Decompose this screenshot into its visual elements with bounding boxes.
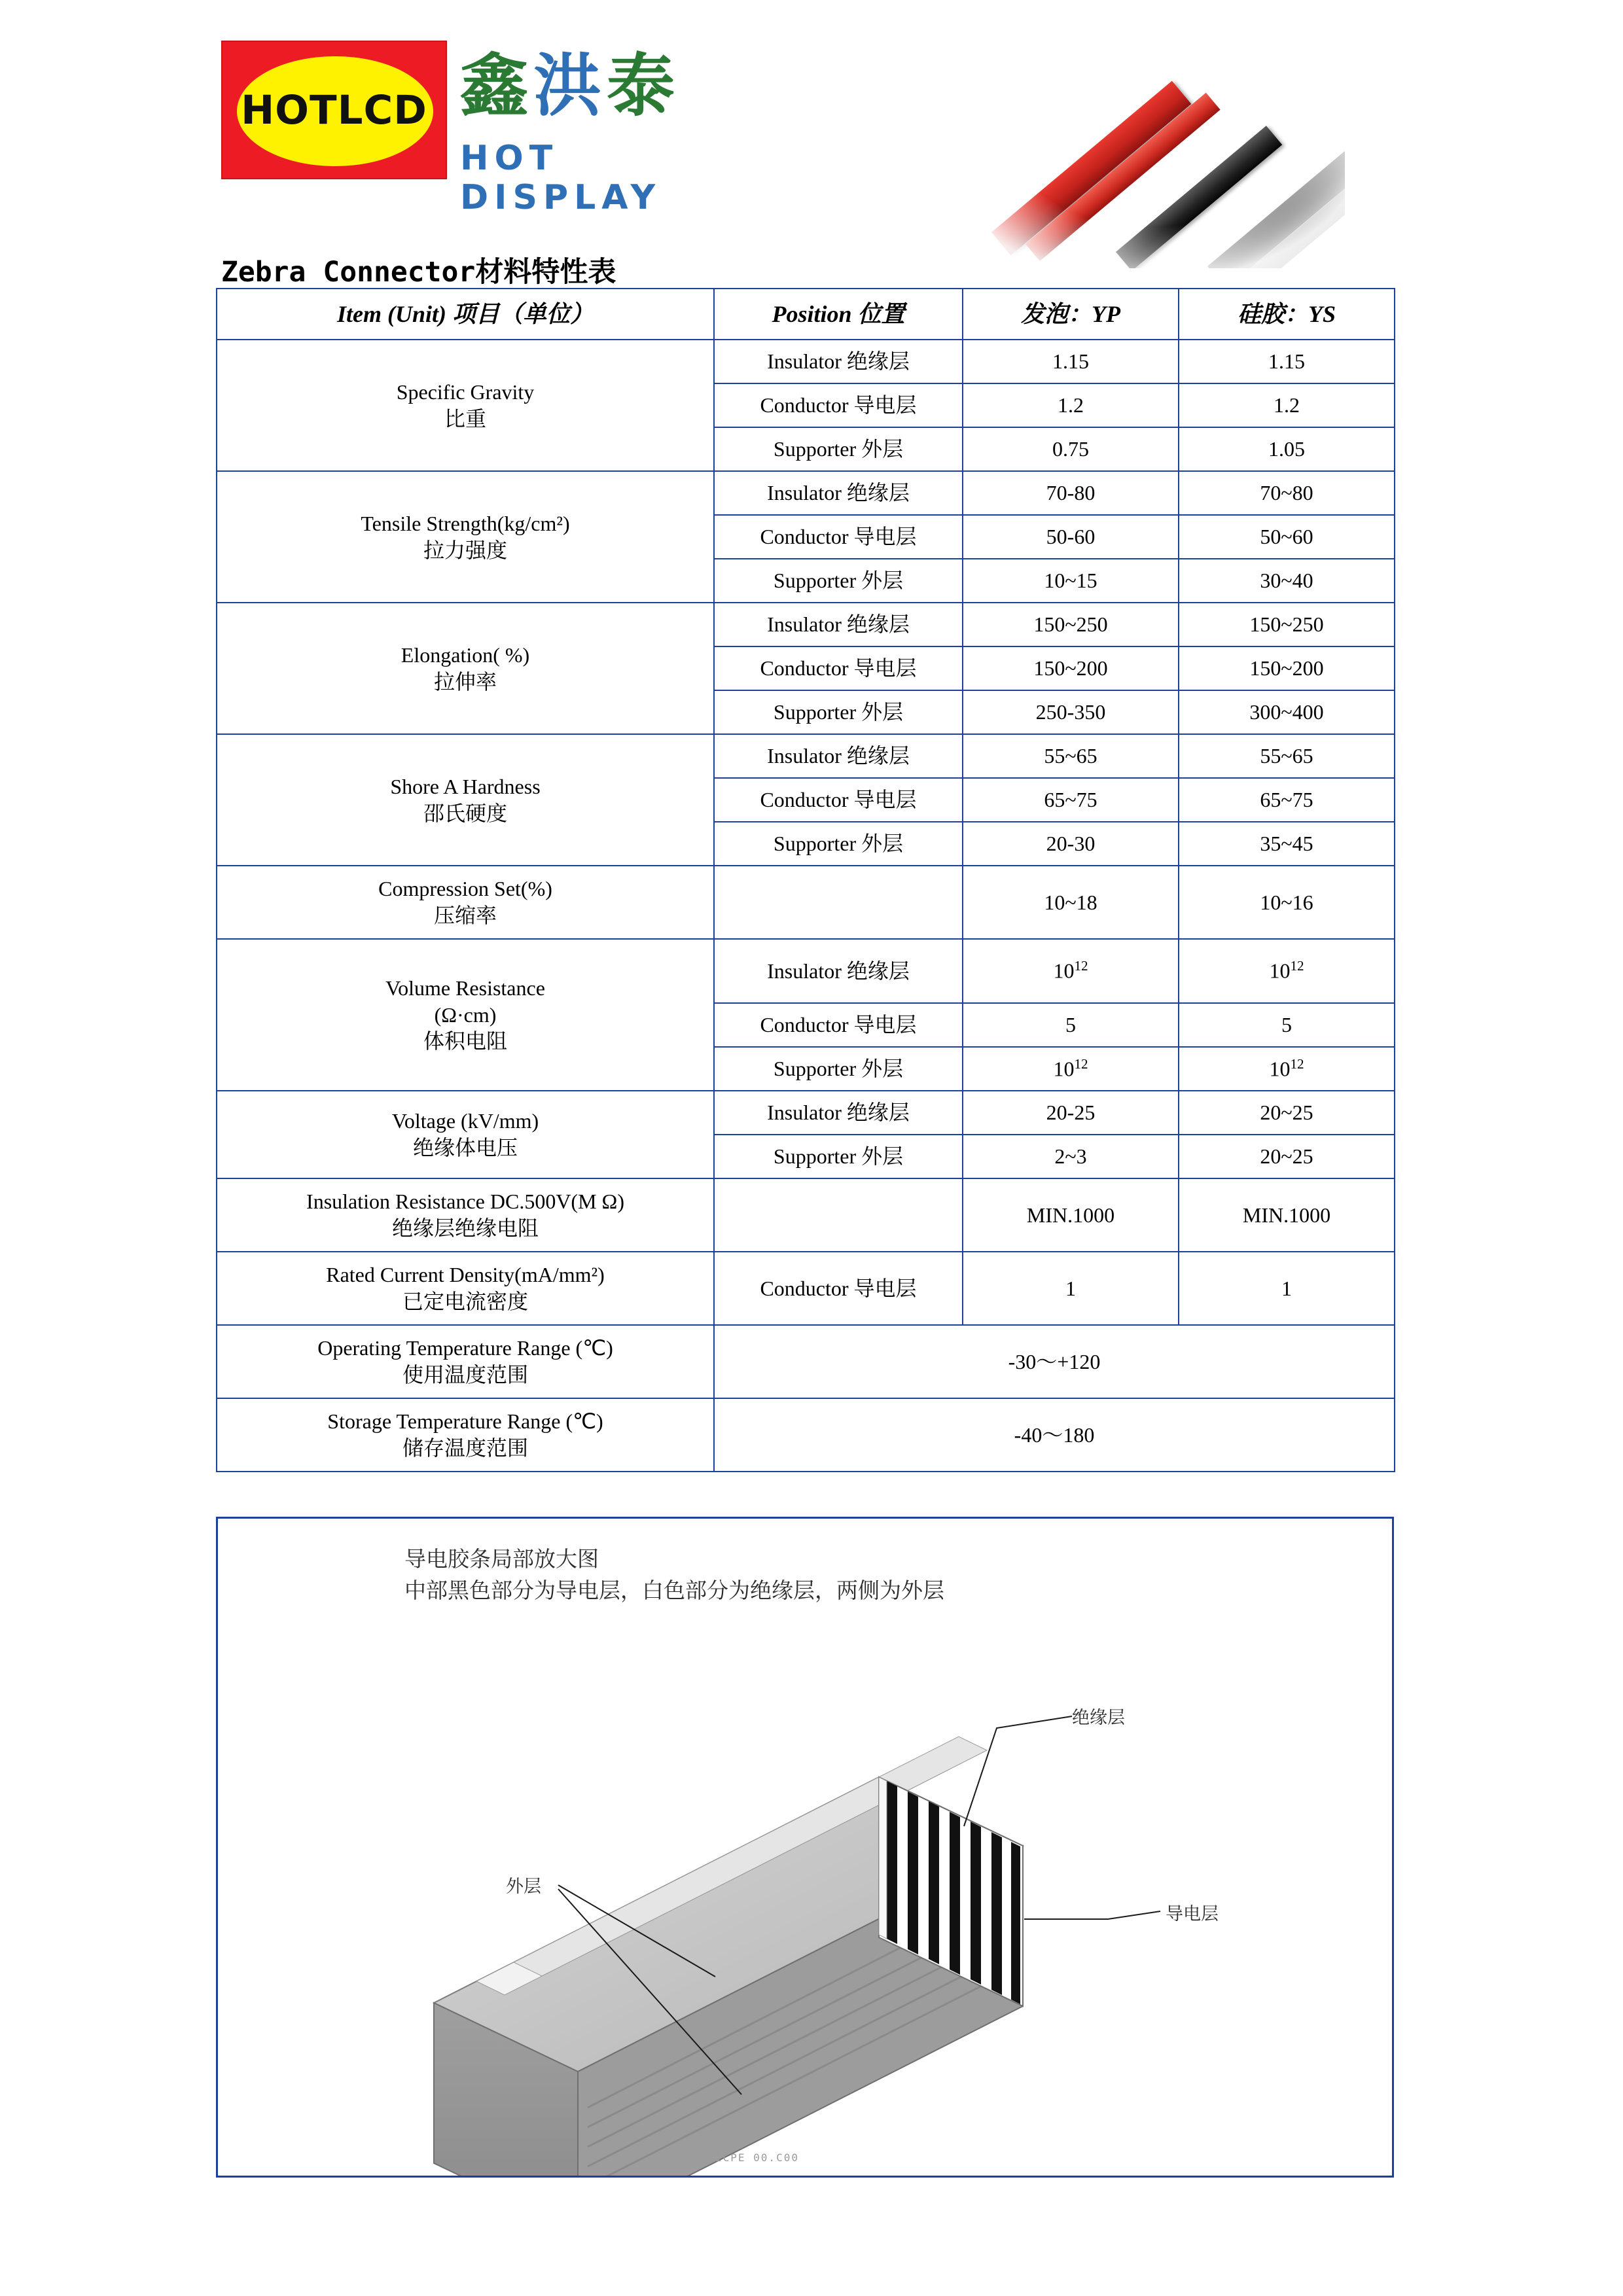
cell-ys: MIN.1000 — [1179, 1178, 1395, 1252]
cell-ys — [1179, 1047, 1395, 1091]
cell-yp: 2~3 — [963, 1135, 1179, 1178]
table-row — [217, 1091, 1395, 1135]
cell-yp: 20-25 — [963, 1091, 1179, 1135]
row-item-elongation: Elongation( %) 拉伸率 — [217, 603, 714, 734]
header-position: Position 位置 — [714, 289, 963, 340]
row-item-rated-current-density: Rated Current Density(mA/mm²) 已定电流密度 — [217, 1252, 714, 1325]
cell-ys: 150~250 — [1179, 603, 1395, 646]
row-item-tensile-strength: Tensile Strength(kg/cm²) 拉力强度 — [217, 471, 714, 603]
specification-table — [216, 288, 1395, 1472]
logo-cn-char-1: 鑫 — [460, 46, 534, 126]
cell-position: Conductor 导电层 — [714, 1252, 963, 1325]
cell-yp: 10~15 — [963, 559, 1179, 603]
cell-yp: 1.2 — [963, 383, 1179, 427]
cell-position: Supporter 外层 — [714, 822, 963, 866]
cell-ys: 150~200 — [1179, 646, 1395, 690]
end-face-insulator-edge — [879, 1777, 887, 1939]
cell-ys: 20~25 — [1179, 1091, 1395, 1135]
logo-english-name: HOT DISPLAY — [460, 139, 662, 217]
cell-ys: 1 — [1179, 1252, 1395, 1325]
table-head — [217, 289, 1395, 340]
logo-cn-char-2: 洪 — [533, 46, 607, 126]
table-row — [217, 939, 1395, 1003]
row-item-shore-a-hardness: Shore A Hardness 邵氏硬度 — [217, 734, 714, 866]
table-row — [217, 1325, 1395, 1398]
table-row — [217, 1252, 1395, 1325]
row-item-insulation-resistance: Insulation Resistance DC.500V(M Ω) 绝缘层绝缘电阻 — [217, 1178, 714, 1252]
cell-yp: 50-60 — [963, 515, 1179, 559]
diagram-label-insulator: 绝缘层 — [1072, 1708, 1125, 1727]
cell-position: Conductor 导电层 — [714, 778, 963, 822]
cell-yp: 150~200 — [963, 646, 1179, 690]
row-item-volume-resistance: Volume Resistance (Ω·cm) 体积电阻 — [217, 939, 714, 1091]
row-item-specific-gravity: Specific Gravity 比重 — [217, 340, 714, 471]
page-title: Zebra Connector材料特性表 — [221, 256, 616, 289]
cell-position: Insulator 绝缘层 — [714, 939, 963, 1003]
cell-yp-base: 10 — [1053, 959, 1075, 983]
cell-ys: 35~45 — [1179, 822, 1395, 866]
table-row — [217, 866, 1395, 939]
header-ys: 硅胶：YS — [1179, 289, 1395, 340]
cell-yp: 55~65 — [963, 734, 1179, 778]
diagram-label-conductor: 导电层 — [1166, 1904, 1219, 1924]
cell-ys-exponent: 12 — [1290, 958, 1304, 974]
cell-position: Conductor 导电层 — [714, 646, 963, 690]
cell-ys: 30~40 — [1179, 559, 1395, 603]
cell-yp-exponent: 12 — [1074, 1055, 1088, 1072]
cell-ys: 20~25 — [1179, 1135, 1395, 1178]
cell-ys: 1.2 — [1179, 383, 1395, 427]
cell-position: Insulator 绝缘层 — [714, 734, 963, 778]
table-row — [217, 471, 1395, 515]
cell-yp: 250-350 — [963, 690, 1179, 734]
cell-ys: 55~65 — [1179, 734, 1395, 778]
cell-position: Supporter 外层 — [714, 690, 963, 734]
cell-yp: 20-30 — [963, 822, 1179, 866]
cell-ys: 70~80 — [1179, 471, 1395, 515]
cell-yp: 65~75 — [963, 778, 1179, 822]
product-photo — [952, 36, 1345, 268]
cell-position: Insulator 绝缘层 — [714, 471, 963, 515]
cell-ys: 1.15 — [1179, 340, 1395, 383]
logo-chinese-name — [460, 47, 680, 126]
cell-ys: 1.05 — [1179, 427, 1395, 471]
table-header-row — [217, 289, 1395, 340]
cell-yp: 5 — [963, 1003, 1179, 1047]
cell-ys-base: 10 — [1269, 959, 1291, 983]
cell-yp: 150~250 — [963, 603, 1179, 646]
diagram-footer-code: ICPE 00.C00 — [715, 2151, 799, 2164]
cell-position: Insulator 绝缘层 — [714, 340, 963, 383]
cell-yp: 1.15 — [963, 340, 1179, 383]
cell-position: Supporter 外层 — [714, 1135, 963, 1178]
table-body — [217, 340, 1395, 1472]
cell-position — [714, 866, 963, 939]
cell-position: Conductor 导电层 — [714, 1003, 963, 1047]
cell-yp-base: 10 — [1053, 1057, 1075, 1081]
cell-position: Conductor 导电层 — [714, 383, 963, 427]
cell-ys: 10~16 — [1179, 866, 1395, 939]
table-row — [217, 1178, 1395, 1252]
cell-yp: 10~18 — [963, 866, 1179, 939]
logo-hotlcd-text: HOTLCD — [241, 86, 427, 133]
company-logo — [221, 41, 732, 217]
table-row — [217, 340, 1395, 383]
cell-ys-base: 10 — [1269, 1057, 1291, 1081]
cell-position: Insulator 绝缘层 — [714, 603, 963, 646]
diagram-label-supporter: 外层 — [506, 1877, 541, 1896]
header-yp: 发泡：YP — [963, 289, 1179, 340]
cell-yp — [963, 939, 1179, 1003]
cell-yp: 0.75 — [963, 427, 1179, 471]
table-row — [217, 1398, 1395, 1472]
cell-ys: 5 — [1179, 1003, 1395, 1047]
cell-position: Insulator 绝缘层 — [714, 1091, 963, 1135]
diagram-caption-line-2: 中部黑色部分为导电层，白色部分为绝缘层，两侧为外层 — [404, 1579, 944, 1603]
row-item-storage-temperature: Storage Temperature Range (℃) 储存温度范围 — [217, 1398, 714, 1472]
cell-ys — [1179, 939, 1395, 1003]
cell-ys: 50~60 — [1179, 515, 1395, 559]
table-row — [217, 734, 1395, 778]
logo-cn-char-3: 泰 — [607, 46, 681, 126]
cell-ys: 65~75 — [1179, 778, 1395, 822]
photo-vignette — [952, 36, 1345, 268]
cell-position: Supporter 外层 — [714, 559, 963, 603]
cell-ys-exponent: 12 — [1290, 1055, 1304, 1072]
cell-storage-temperature-value: -40～180 — [714, 1398, 1395, 1472]
cell-operating-temperature-value: -30～+120 — [714, 1325, 1395, 1398]
row-item-compression-set: Compression Set(%) 压缩率 — [217, 866, 714, 939]
cell-position: Conductor 导电层 — [714, 515, 963, 559]
diagram-illustration — [218, 1519, 1392, 2176]
cell-yp — [963, 1047, 1179, 1091]
cell-position: Supporter 外层 — [714, 427, 963, 471]
diagram-caption-line-1: 导电胶条局部放大图 — [404, 1548, 599, 1572]
page-header — [0, 0, 1623, 249]
header-item: Item (Unit) 项目（单位） — [217, 289, 714, 340]
table-row — [217, 603, 1395, 646]
row-item-voltage: Voltage (kV/mm) 绝缘体电压 — [217, 1091, 714, 1178]
cell-ys: 300~400 — [1179, 690, 1395, 734]
row-item-operating-temperature: Operating Temperature Range (℃) 使用温度范围 — [217, 1325, 714, 1398]
cell-position: Supporter 外层 — [714, 1047, 963, 1091]
cell-yp: 70-80 — [963, 471, 1179, 515]
cell-yp-exponent: 12 — [1074, 958, 1088, 974]
zebra-connector-diagram — [216, 1517, 1394, 2178]
cell-position — [714, 1178, 963, 1252]
cell-yp: 1 — [963, 1252, 1179, 1325]
cell-yp: MIN.1000 — [963, 1178, 1179, 1252]
